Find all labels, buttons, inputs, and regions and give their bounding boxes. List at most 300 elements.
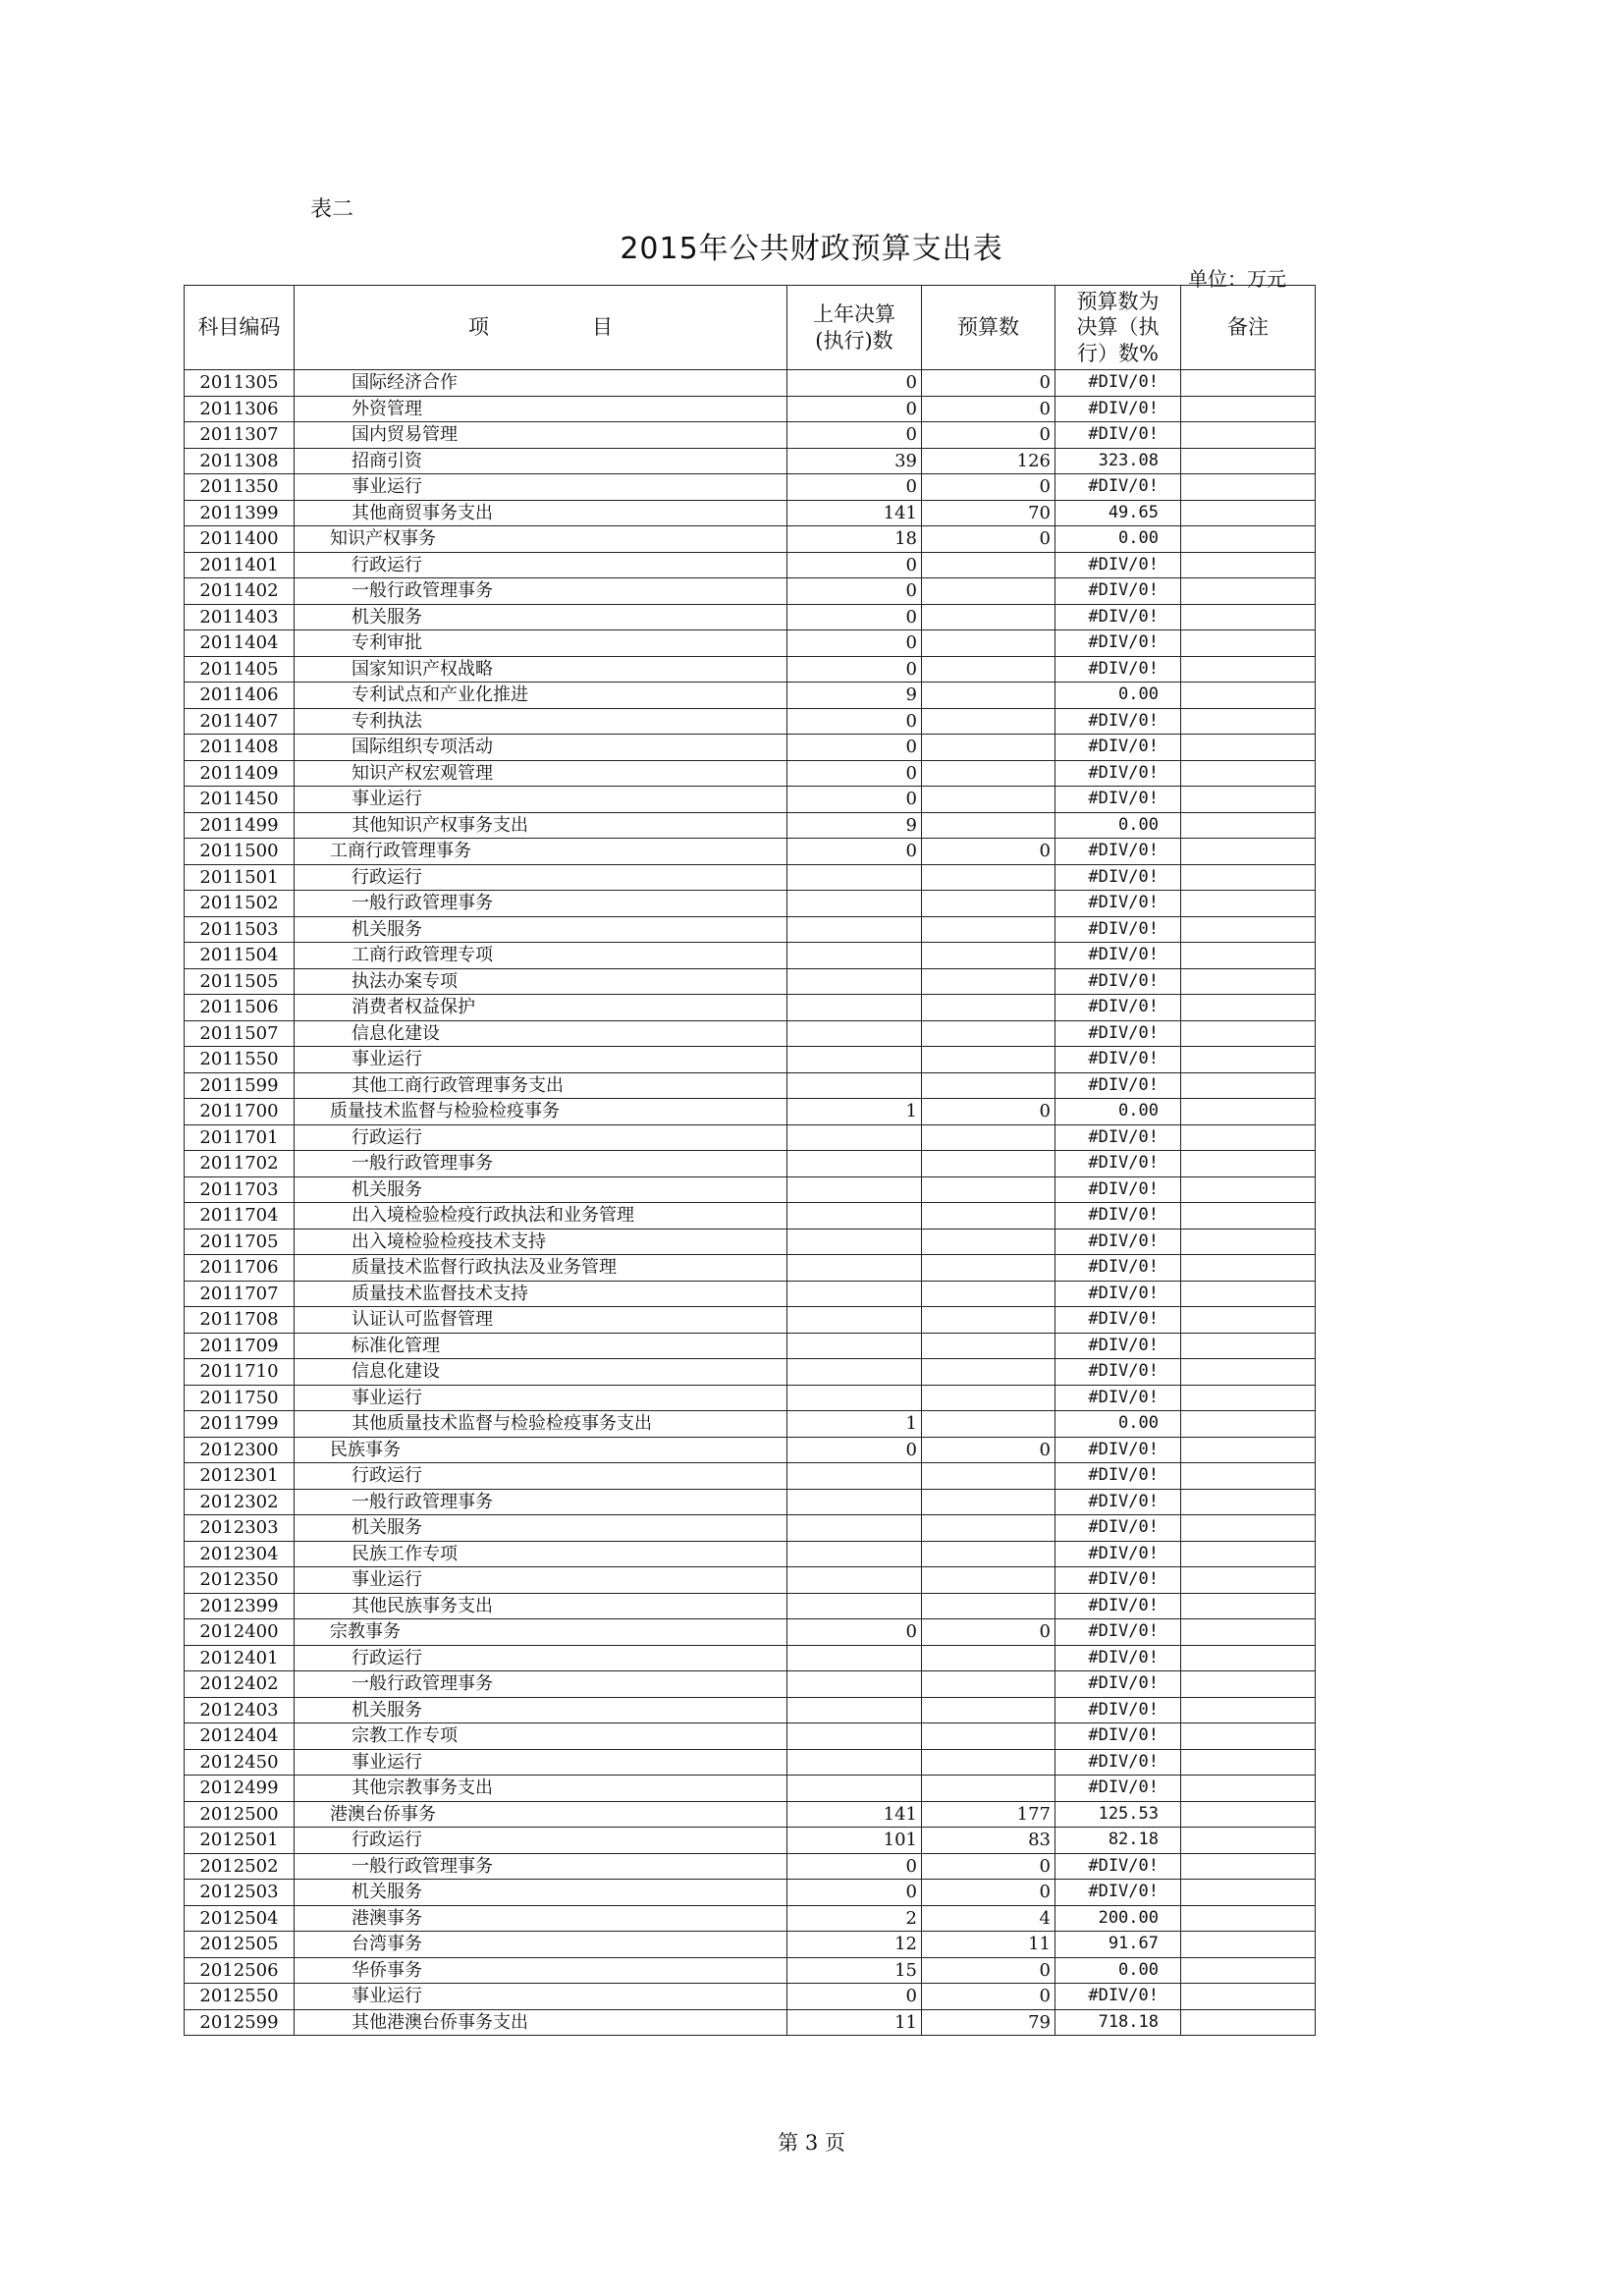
cell-prev: 0: [787, 1984, 922, 2010]
cell-item: 事业运行: [295, 787, 787, 813]
table-row: [185, 1255, 1316, 1282]
cell-ratio: #DIV/0!: [1055, 578, 1181, 605]
cell-remark: [1181, 735, 1316, 761]
budget-table: [184, 285, 1316, 2036]
cell-remark: [1181, 891, 1316, 917]
cell-ratio: 0.00: [1055, 812, 1181, 839]
cell-budget: 0: [922, 1437, 1055, 1463]
cell-code: 2011408: [185, 735, 295, 761]
cell-item: 行政运行: [295, 1463, 787, 1490]
table-row: [185, 1385, 1316, 1411]
cell-code: 2011700: [185, 1099, 295, 1125]
cell-item: 其他商贸事务支出: [295, 500, 787, 526]
table-row: [185, 370, 1316, 397]
table-row: [185, 2009, 1316, 2036]
cell-item: 消费者权益保护: [295, 995, 787, 1021]
cell-remark: [1181, 995, 1316, 1021]
cell-budget: [922, 1203, 1055, 1230]
table-row: [185, 1723, 1316, 1750]
cell-ratio: #DIV/0!: [1055, 1437, 1181, 1463]
cell-item: 行政运行: [295, 864, 787, 891]
cell-item: 行政运行: [295, 552, 787, 578]
cell-prev: 18: [787, 526, 922, 553]
cell-prev: [787, 1359, 922, 1386]
cell-remark: [1181, 1072, 1316, 1099]
cell-remark: [1181, 1932, 1316, 1958]
cell-prev: [787, 943, 922, 969]
table-row: [185, 630, 1316, 657]
cell-ratio: #DIV/0!: [1055, 864, 1181, 891]
cell-budget: 177: [922, 1801, 1055, 1828]
cell-prev: 0: [787, 1619, 922, 1646]
cell-code: 2011307: [185, 422, 295, 449]
cell-code: 2011400: [185, 526, 295, 553]
cell-remark: [1181, 578, 1316, 605]
table-row: [185, 500, 1316, 526]
table-row: [185, 526, 1316, 553]
cell-budget: [922, 1307, 1055, 1334]
cell-budget: [922, 968, 1055, 995]
cell-budget: [922, 1567, 1055, 1594]
table-row: [185, 1749, 1316, 1776]
cell-code: 2012400: [185, 1619, 295, 1646]
cell-prev: [787, 1489, 922, 1515]
cell-item: 事业运行: [295, 1385, 787, 1411]
cell-budget: [922, 1020, 1055, 1047]
cell-remark: [1181, 864, 1316, 891]
cell-prev: [787, 1124, 922, 1151]
cell-code: 2012499: [185, 1776, 295, 1802]
cell-budget: [922, 1072, 1055, 1099]
table-row: [185, 1281, 1316, 1307]
table-row: [185, 1359, 1316, 1386]
cell-remark: [1181, 1853, 1316, 1880]
cell-budget: [922, 916, 1055, 943]
cell-code: 2012302: [185, 1489, 295, 1515]
cell-remark: [1181, 839, 1316, 865]
cell-prev: [787, 1072, 922, 1099]
cell-budget: [922, 1176, 1055, 1203]
cell-remark: [1181, 1984, 1316, 2010]
cell-prev: [787, 1567, 922, 1594]
cell-prev: [787, 1723, 922, 1750]
cell-budget: 11: [922, 1932, 1055, 1958]
cell-budget: [922, 1229, 1055, 1255]
cell-ratio: #DIV/0!: [1055, 1489, 1181, 1515]
cell-remark: [1181, 1281, 1316, 1307]
cell-item: 国家知识产权战略: [295, 656, 787, 683]
cell-item: 事业运行: [295, 474, 787, 501]
cell-item: 工商行政管理专项: [295, 943, 787, 969]
cell-remark: [1181, 630, 1316, 657]
table-header-row: [185, 286, 1316, 370]
table-row: [185, 1645, 1316, 1671]
table-row: [185, 1541, 1316, 1567]
cell-code: 2011710: [185, 1359, 295, 1386]
cell-budget: [922, 604, 1055, 630]
table-row: [185, 1880, 1316, 1906]
cell-prev: [787, 1463, 922, 1490]
cell-remark: [1181, 683, 1316, 709]
cell-remark: [1181, 760, 1316, 787]
cell-budget: 0: [922, 422, 1055, 449]
cell-code: 2011399: [185, 500, 295, 526]
cell-item: 工商行政管理事务: [295, 839, 787, 865]
cell-budget: 0: [922, 839, 1055, 865]
cell-code: 2012599: [185, 2009, 295, 2036]
cell-prev: 0: [787, 1437, 922, 1463]
cell-budget: [922, 812, 1055, 839]
table-row: [185, 1072, 1316, 1099]
cell-code: 2011502: [185, 891, 295, 917]
cell-item: 机关服务: [295, 1880, 787, 1906]
cell-item: 其他知识产权事务支出: [295, 812, 787, 839]
cell-ratio: #DIV/0!: [1055, 916, 1181, 943]
cell-code: 2012506: [185, 1957, 295, 1984]
cell-budget: [922, 943, 1055, 969]
cell-item: 一般行政管理事务: [295, 1489, 787, 1515]
cell-remark: [1181, 474, 1316, 501]
cell-item: 行政运行: [295, 1645, 787, 1671]
cell-remark: [1181, 1463, 1316, 1490]
cell-remark: [1181, 526, 1316, 553]
cell-budget: [922, 1463, 1055, 1490]
cell-ratio: 91.67: [1055, 1932, 1181, 1958]
cell-code: 2011505: [185, 968, 295, 995]
cell-remark: [1181, 1333, 1316, 1359]
cell-budget: [922, 1671, 1055, 1698]
table-row: [185, 943, 1316, 969]
cell-ratio: #DIV/0!: [1055, 1697, 1181, 1723]
table-row: [185, 1619, 1316, 1646]
cell-remark: [1181, 787, 1316, 813]
cell-code: 2012399: [185, 1593, 295, 1619]
cell-prev: [787, 995, 922, 1021]
cell-remark: [1181, 656, 1316, 683]
cell-item: 其他港澳台侨事务支出: [295, 2009, 787, 2036]
cell-item: 出入境检验检疫行政执法和业务管理: [295, 1203, 787, 1230]
cell-budget: [922, 1151, 1055, 1177]
cell-budget: [922, 1281, 1055, 1307]
cell-ratio: #DIV/0!: [1055, 1593, 1181, 1619]
cell-budget: [922, 1749, 1055, 1776]
cell-prev: 0: [787, 370, 922, 397]
cell-prev: [787, 1671, 922, 1698]
cell-ratio: #DIV/0!: [1055, 1124, 1181, 1151]
cell-remark: [1181, 1151, 1316, 1177]
cell-prev: 9: [787, 683, 922, 709]
cell-item: 知识产权事务: [295, 526, 787, 553]
cell-budget: 83: [922, 1828, 1055, 1854]
cell-ratio: #DIV/0!: [1055, 1307, 1181, 1334]
cell-prev: 0: [787, 735, 922, 761]
cell-remark: [1181, 1176, 1316, 1203]
table-row: [185, 1593, 1316, 1619]
cell-prev: [787, 1176, 922, 1203]
cell-budget: [922, 735, 1055, 761]
cell-remark: [1181, 1697, 1316, 1723]
cell-budget: [922, 1124, 1055, 1151]
cell-prev: 0: [787, 787, 922, 813]
cell-budget: [922, 787, 1055, 813]
cell-remark: [1181, 1437, 1316, 1463]
cell-ratio: #DIV/0!: [1055, 474, 1181, 501]
table-row: [185, 1229, 1316, 1255]
cell-prev: 0: [787, 760, 922, 787]
cell-code: 2012350: [185, 1567, 295, 1594]
cell-item: 台湾事务: [295, 1932, 787, 1958]
cell-code: 2012303: [185, 1515, 295, 1542]
cell-item: 民族工作专项: [295, 1541, 787, 1567]
cell-remark: [1181, 396, 1316, 422]
cell-remark: [1181, 1099, 1316, 1125]
cell-code: 2011308: [185, 448, 295, 474]
cell-item: 民族事务: [295, 1437, 787, 1463]
cell-ratio: #DIV/0!: [1055, 943, 1181, 969]
table-body: [185, 370, 1316, 2036]
cell-budget: 0: [922, 1957, 1055, 1984]
cell-code: 2012500: [185, 1801, 295, 1828]
cell-budget: [922, 1541, 1055, 1567]
cell-code: 2012503: [185, 1880, 295, 1906]
cell-remark: [1181, 1411, 1316, 1438]
cell-ratio: 323.08: [1055, 448, 1181, 474]
cell-code: 2011407: [185, 708, 295, 735]
cell-budget: 0: [922, 1099, 1055, 1125]
cell-code: 2012404: [185, 1723, 295, 1750]
cell-code: 2011306: [185, 396, 295, 422]
cell-code: 2011706: [185, 1255, 295, 1282]
cell-budget: [922, 1411, 1055, 1438]
cell-code: 2011501: [185, 864, 295, 891]
cell-item: 其他民族事务支出: [295, 1593, 787, 1619]
cell-prev: 11: [787, 2009, 922, 2036]
cell-ratio: #DIV/0!: [1055, 1515, 1181, 1542]
cell-remark: [1181, 1515, 1316, 1542]
cell-budget: [922, 708, 1055, 735]
cell-code: 2012505: [185, 1932, 295, 1958]
cell-ratio: #DIV/0!: [1055, 552, 1181, 578]
cell-prev: 0: [787, 474, 922, 501]
cell-item: 质量技术监督技术支持: [295, 1281, 787, 1307]
table-row: [185, 1957, 1316, 1984]
cell-code: 2011499: [185, 812, 295, 839]
cell-item: 其他宗教事务支出: [295, 1776, 787, 1802]
cell-ratio: #DIV/0!: [1055, 1671, 1181, 1698]
cell-remark: [1181, 968, 1316, 995]
table-row: [185, 839, 1316, 865]
col-header-remark: 备注: [1181, 286, 1316, 370]
cell-item: 质量技术监督行政执法及业务管理: [295, 1255, 787, 1282]
cell-remark: [1181, 1255, 1316, 1282]
table-row: [185, 1905, 1316, 1932]
col-header-budget: 预算数: [922, 286, 1055, 370]
cell-ratio: 0.00: [1055, 1411, 1181, 1438]
table-row: [185, 1515, 1316, 1542]
table-row: [185, 735, 1316, 761]
cell-prev: [787, 1333, 922, 1359]
cell-remark: [1181, 500, 1316, 526]
cell-remark: [1181, 1723, 1316, 1750]
unit-label: 单位：万元: [1188, 267, 1286, 291]
cell-item: 招商引资: [295, 448, 787, 474]
cell-prev: 0: [787, 604, 922, 630]
cell-budget: 0: [922, 474, 1055, 501]
table-row: [185, 1489, 1316, 1515]
cell-prev: [787, 1151, 922, 1177]
table-row: [185, 891, 1316, 917]
cell-remark: [1181, 1047, 1316, 1073]
cell-prev: [787, 968, 922, 995]
table-row: [185, 1203, 1316, 1230]
cell-code: 2011305: [185, 370, 295, 397]
cell-remark: [1181, 1593, 1316, 1619]
table-row: [185, 1697, 1316, 1723]
cell-prev: 0: [787, 1853, 922, 1880]
table-row: [185, 1411, 1316, 1438]
cell-prev: 141: [787, 1801, 922, 1828]
cell-item: 事业运行: [295, 1567, 787, 1594]
cell-budget: 70: [922, 500, 1055, 526]
cell-item: 专利审批: [295, 630, 787, 657]
cell-remark: [1181, 1905, 1316, 1932]
table-row: [185, 1047, 1316, 1073]
cell-remark: [1181, 1828, 1316, 1854]
table-row: [185, 1333, 1316, 1359]
cell-ratio: 718.18: [1055, 2009, 1181, 2036]
cell-prev: 0: [787, 396, 922, 422]
cell-code: 2011550: [185, 1047, 295, 1073]
table-row: [185, 1176, 1316, 1203]
cell-prev: 0: [787, 839, 922, 865]
cell-code: 2012501: [185, 1828, 295, 1854]
cell-budget: [922, 1697, 1055, 1723]
cell-remark: [1181, 1359, 1316, 1386]
cell-budget: [922, 630, 1055, 657]
cell-budget: 0: [922, 370, 1055, 397]
cell-ratio: 0.00: [1055, 683, 1181, 709]
cell-budget: [922, 864, 1055, 891]
cell-budget: [922, 1047, 1055, 1073]
cell-remark: [1181, 1801, 1316, 1828]
cell-item: 一般行政管理事务: [295, 1853, 787, 1880]
cell-code: 2012450: [185, 1749, 295, 1776]
cell-ratio: #DIV/0!: [1055, 760, 1181, 787]
cell-ratio: #DIV/0!: [1055, 1203, 1181, 1230]
cell-code: 2011708: [185, 1307, 295, 1334]
cell-prev: 1: [787, 1411, 922, 1438]
table-row: [185, 1020, 1316, 1047]
cell-prev: [787, 891, 922, 917]
cell-budget: 4: [922, 1905, 1055, 1932]
cell-code: 2011406: [185, 683, 295, 709]
cell-budget: 0: [922, 1619, 1055, 1646]
cell-budget: 0: [922, 1880, 1055, 1906]
cell-prev: [787, 1281, 922, 1307]
cell-item: 行政运行: [295, 1124, 787, 1151]
cell-item: 一般行政管理事务: [295, 1671, 787, 1698]
cell-ratio: 0.00: [1055, 1957, 1181, 1984]
table-row: [185, 396, 1316, 422]
table-row: [185, 1307, 1316, 1334]
cell-budget: 0: [922, 1853, 1055, 1880]
cell-ratio: #DIV/0!: [1055, 708, 1181, 735]
cell-item: 专利试点和产业化推进: [295, 683, 787, 709]
cell-budget: 126: [922, 448, 1055, 474]
cell-prev: [787, 1047, 922, 1073]
cell-code: 2011750: [185, 1385, 295, 1411]
cell-prev: 15: [787, 1957, 922, 1984]
cell-budget: [922, 1489, 1055, 1515]
cell-item: 事业运行: [295, 1984, 787, 2010]
cell-remark: [1181, 1880, 1316, 1906]
cell-prev: 0: [787, 656, 922, 683]
cell-prev: [787, 1229, 922, 1255]
cell-item: 港澳事务: [295, 1905, 787, 1932]
cell-code: 2011403: [185, 604, 295, 630]
cell-code: 2011506: [185, 995, 295, 1021]
cell-budget: [922, 1333, 1055, 1359]
table-row: [185, 474, 1316, 501]
cell-ratio: #DIV/0!: [1055, 1151, 1181, 1177]
cell-prev: [787, 1645, 922, 1671]
cell-remark: [1181, 1385, 1316, 1411]
cell-budget: 0: [922, 1984, 1055, 2010]
cell-prev: [787, 1307, 922, 1334]
table-row: [185, 578, 1316, 605]
cell-code: 2012301: [185, 1463, 295, 1490]
cell-budget: [922, 683, 1055, 709]
cell-ratio: #DIV/0!: [1055, 396, 1181, 422]
cell-budget: [922, 1593, 1055, 1619]
cell-prev: [787, 864, 922, 891]
cell-budget: [922, 1515, 1055, 1542]
cell-code: 2011701: [185, 1124, 295, 1151]
cell-remark: [1181, 1776, 1316, 1802]
cell-code: 2011599: [185, 1072, 295, 1099]
cell-remark: [1181, 1619, 1316, 1646]
cell-prev: [787, 916, 922, 943]
cell-ratio: 0.00: [1055, 526, 1181, 553]
table-row: [185, 916, 1316, 943]
cell-ratio: #DIV/0!: [1055, 1229, 1181, 1255]
cell-prev: 0: [787, 422, 922, 449]
cell-remark: [1181, 552, 1316, 578]
cell-ratio: 200.00: [1055, 1905, 1181, 1932]
cell-prev: 39: [787, 448, 922, 474]
cell-remark: [1181, 1489, 1316, 1515]
col-header-prev: 上年决算 (执行)数: [787, 286, 922, 370]
cell-code: 2011450: [185, 787, 295, 813]
table-row: [185, 1099, 1316, 1125]
table-row: [185, 1151, 1316, 1177]
cell-code: 2012401: [185, 1645, 295, 1671]
cell-ratio: #DIV/0!: [1055, 422, 1181, 449]
cell-remark: [1181, 812, 1316, 839]
table-number: 表二: [310, 197, 354, 222]
cell-ratio: #DIV/0!: [1055, 1880, 1181, 1906]
cell-budget: 79: [922, 2009, 1055, 2036]
cell-prev: 0: [787, 708, 922, 735]
cell-prev: [787, 1020, 922, 1047]
cell-code: 2011503: [185, 916, 295, 943]
cell-remark: [1181, 1749, 1316, 1776]
cell-item: 港澳台侨事务: [295, 1801, 787, 1828]
cell-item: 事业运行: [295, 1749, 787, 1776]
cell-ratio: 0.00: [1055, 1099, 1181, 1125]
cell-code: 2011709: [185, 1333, 295, 1359]
cell-item: 认证认可监督管理: [295, 1307, 787, 1334]
